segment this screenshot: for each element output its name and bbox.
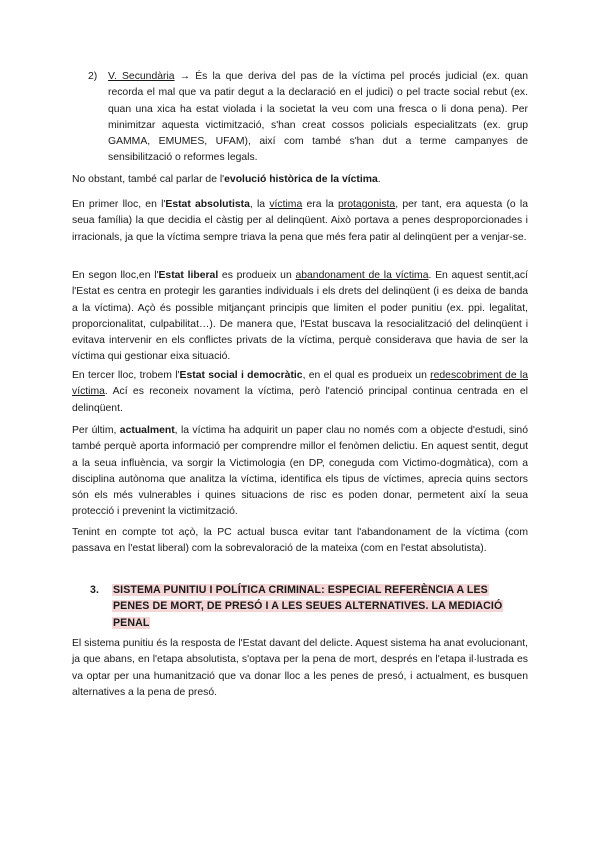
section-number: 3. xyxy=(90,584,100,596)
text-run: . Ací es reconeix novament la víctima, però l'atenció principal continua centrada en el delinqüent. xyxy=(72,386,528,414)
section-heading-3 xyxy=(90,582,520,631)
paragraph-liberal-state xyxy=(72,268,528,366)
text-run: , la víctima ha adquirit un paper clau no només com a objecte d'estudi, sinó també perquè aporta informació per comprendre millor el fenòmen delictiu. En aquest sentit, degut a la seua influència, va sorgir la Victimologia (en DP, coneguda com Victimo-dogmàtica), com a disciplina autònoma que analitza la víctima, identifica els tipus de víctimes, aprecia quins sectors són els més vulnerables i quines situacions de risc es poden donar, permetent així la seua protecció i prevenint la victimització. xyxy=(72,425,528,518)
list-item-title: V. Secundària xyxy=(108,71,175,82)
section-title: SISTEMA PUNITIU I POLÍTICA CRIMINAL: ESPECIAL REFERÈNCIA A LES PENES DE MORT, DE PRESÓ I A LES SEUES ALTERNATIVES. LA MEDIACIÓ PENAL xyxy=(113,584,503,629)
paragraph-intro-evolution xyxy=(72,172,528,188)
list-item-body xyxy=(108,69,528,167)
bold-run: actualment xyxy=(119,425,175,436)
text-run: . En aquest sentit,ací l'Estat es centra en protegir les garanties individuals i els drets del delinqüent (i es deixa de banda a la víctima). Açò és possible mitjançant principis que limiten el poder punitiu (ex. ppi. legalitat, proporcionalitat, culpabilitat…). De manera que, l'Estat buscava la resocialització del delinqüent i evitava intervenir en els conflictes privats de la víctima, perquè considerava que havia de ser la víctima qui gestionar eixa situació. xyxy=(72,270,529,363)
arrow-icon: → xyxy=(179,71,191,82)
text-run: Per últim, xyxy=(72,425,120,436)
paragraph-social-democratic-state xyxy=(72,368,528,417)
paragraph-currently xyxy=(72,423,528,521)
text-run: En segon lloc,en l' xyxy=(72,270,159,281)
text-run: En primer lloc, en l' xyxy=(72,199,166,210)
section-title-wrapper xyxy=(112,582,520,631)
list-item-number: 2) xyxy=(88,71,98,82)
text-run: era la xyxy=(302,199,339,210)
text-run: , en el qual es produeix un xyxy=(302,370,431,381)
text-run: En tercer lloc, trobem l' xyxy=(72,370,180,381)
paragraph-punitive-system: El sistema punitiu és la resposta de l'Estat davant del delicte. Aquest sistema ha anat evolucionant, ja que abans, en l'etapa absolutista, s'optava per la pena de mort, després en l'etapa il·lustrada es va optar per una humanització que va donar lloc a les penes de presó, i actualment, es busquen alternatives a la pena de presó. xyxy=(72,638,528,698)
text-run: , per tant, era aquesta (o la seua família) la que decidia el càstig per al delinqüent. Això portava a penes desproporcionades i irracionals, ja que la víctima sempre triava la pena que més fera patir al delinqüent per a venjar-se. xyxy=(72,199,529,243)
text-run: No obstant, també cal parlar de l' xyxy=(72,174,225,185)
bold-run: evolució històrica de la víctima xyxy=(224,174,378,185)
underlined-run: redescobriment de la víctima xyxy=(72,370,528,398)
text-run: . xyxy=(377,174,381,185)
underlined-run: protagonista xyxy=(338,199,396,210)
bold-run: Estat absolutista xyxy=(165,199,250,210)
bold-run: Estat social i democràtic xyxy=(179,370,303,381)
text-run: es produeix un xyxy=(218,270,296,281)
paragraph-absolutist-state xyxy=(72,197,528,246)
bold-run: Estat liberal xyxy=(158,270,219,281)
text-run: , la xyxy=(249,199,270,210)
underlined-run: víctima xyxy=(269,199,303,210)
list-item-secondary-victimization xyxy=(88,69,528,167)
paragraph-conclusion: Tenint en compte tot açò, la PC actual busca evitar tant l'abandonament de la víctima (com passava en l'estat liberal) com la sobrevaloració de la mateixa (com en l'estat absolutista). xyxy=(72,527,528,555)
underlined-run: abandonament de la víctima xyxy=(295,270,429,281)
list-item-text: És la que deriva del pas de la víctima pel procés judicial (ex. quan recorda el mal que va patir degut a la declaració en el judici) o pel tracte social rebut (ex. quan una xica ha estat violada i la societat la veu com una fresca o li dona pena). Per minimitzar aquesta victimització, s'han creat cossos policials especialitzats (ex. grup GAMMA, EMUMES, UFAM), així com també s'han dut a terme campanyes de sensibilització o reformes legals. xyxy=(108,71,529,164)
